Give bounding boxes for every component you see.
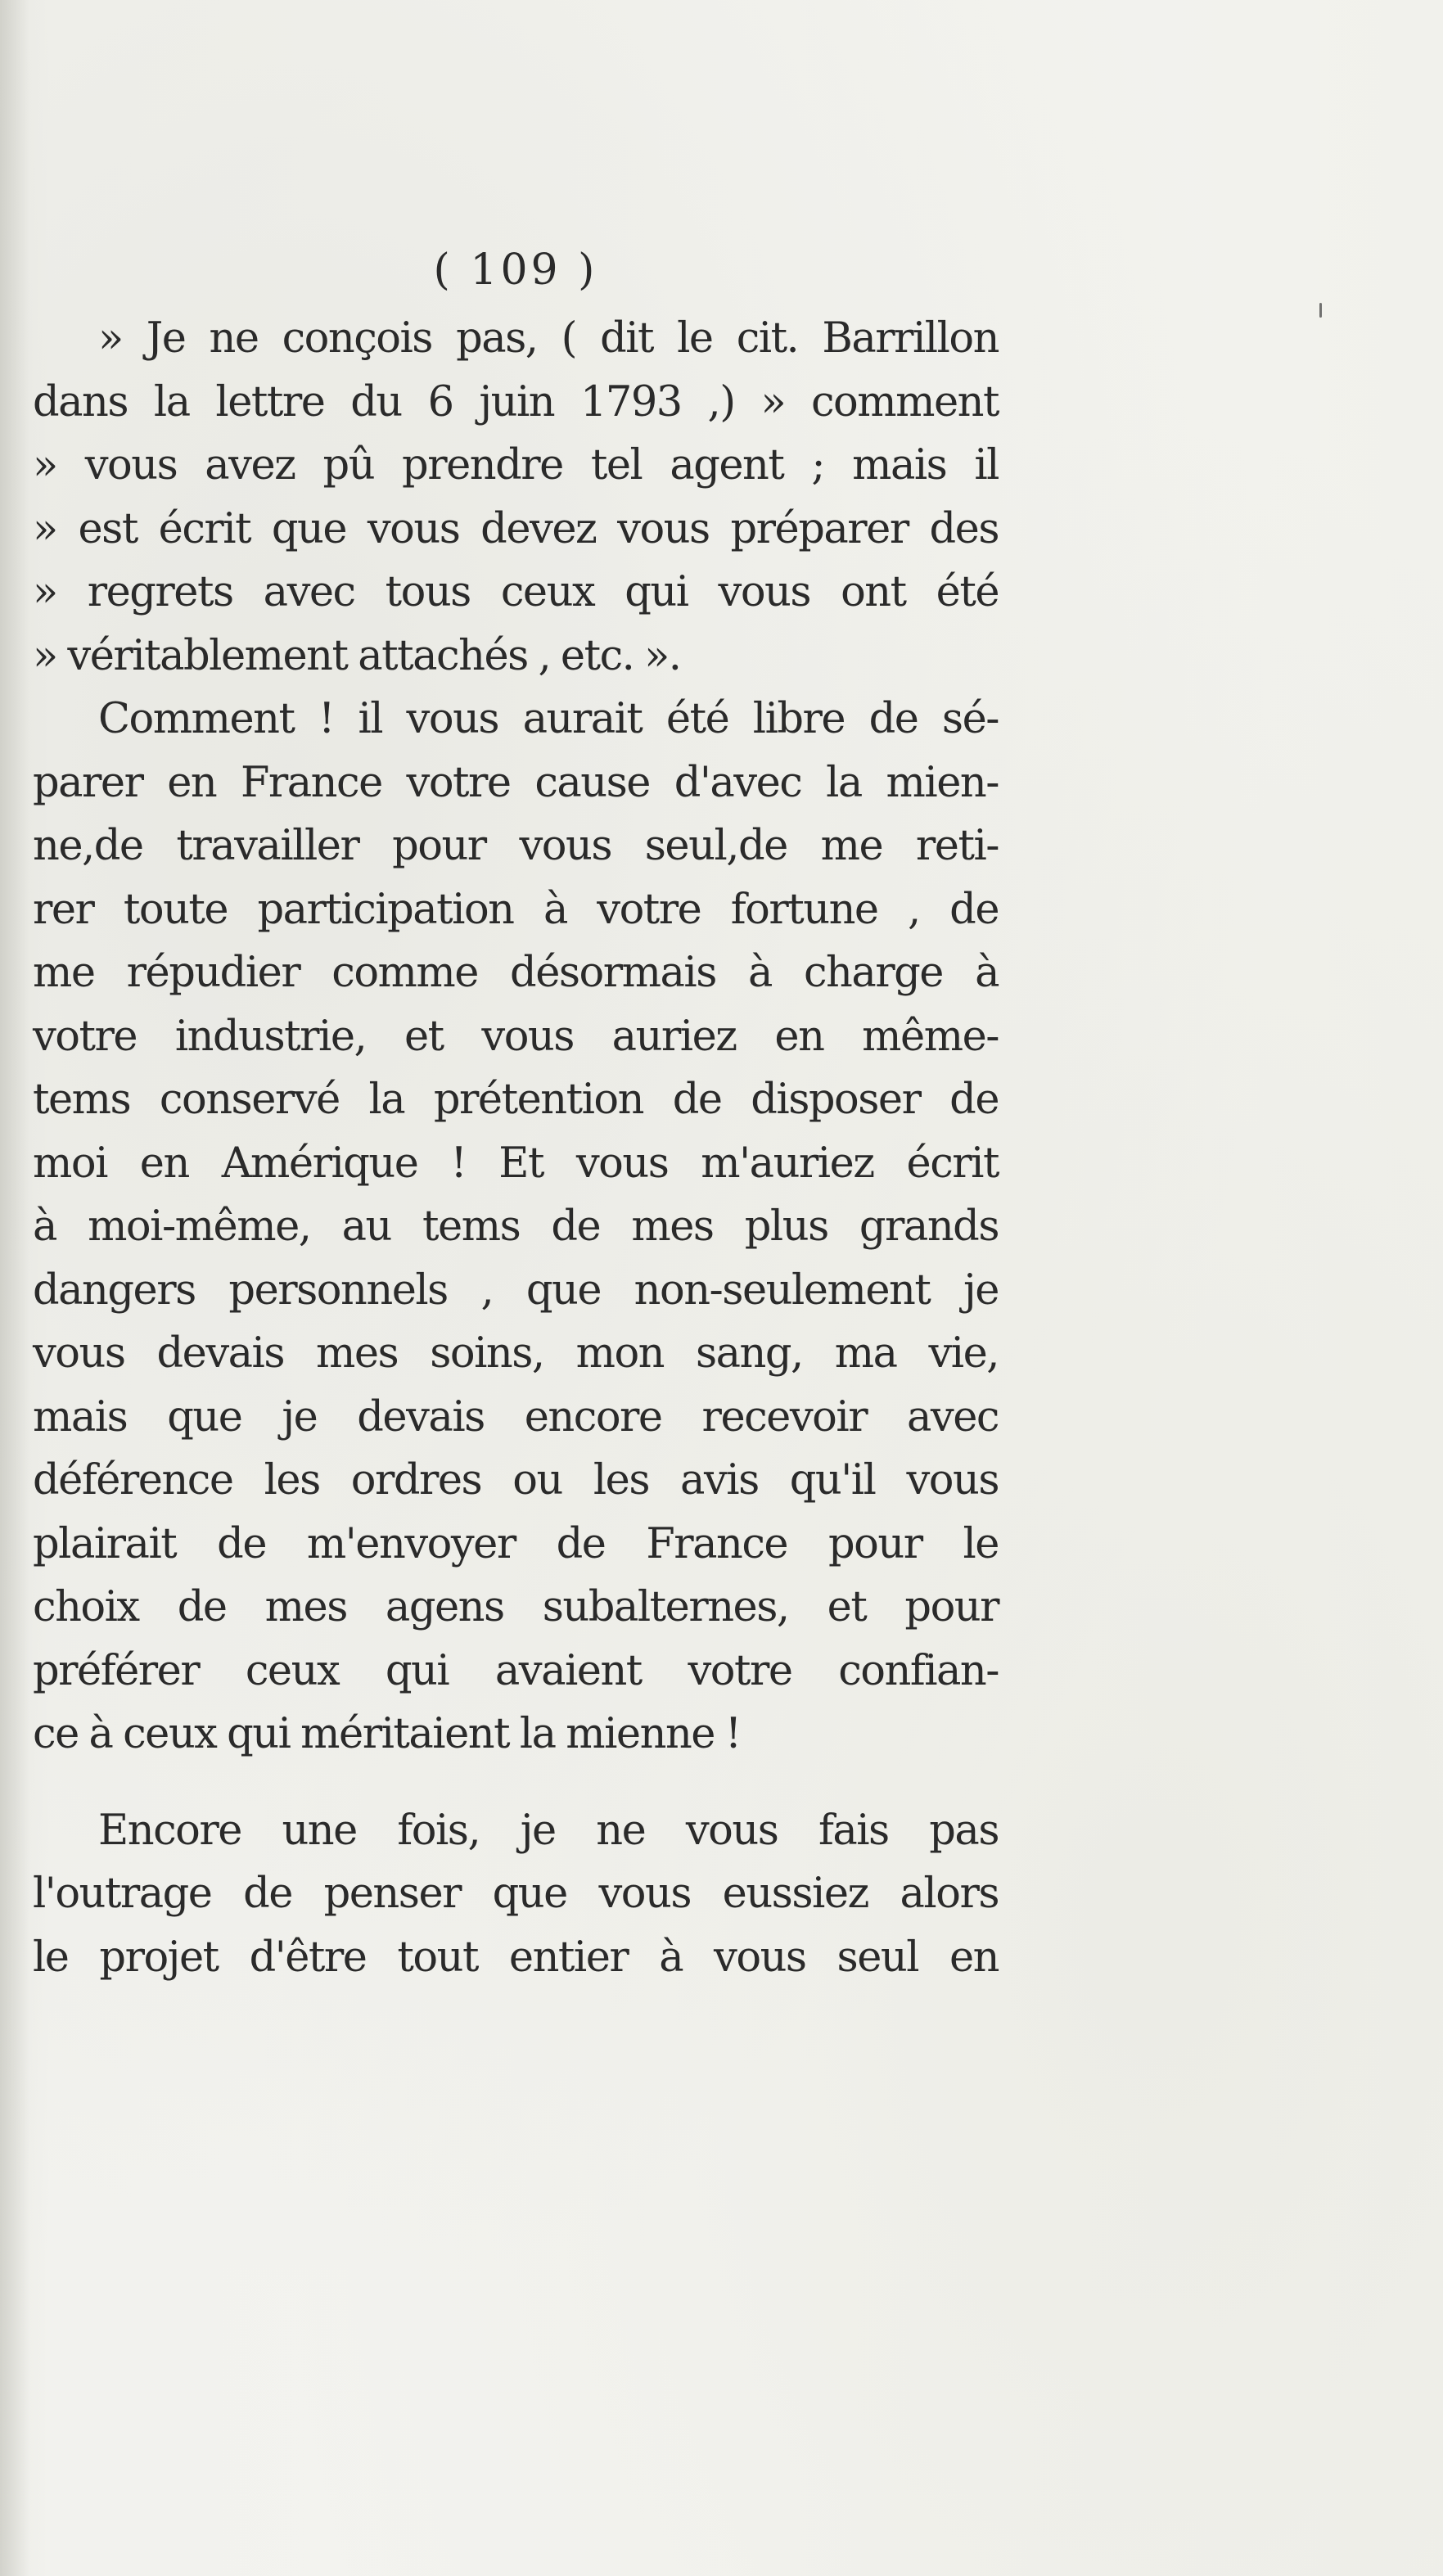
paragraph-quote	[33, 307, 999, 688]
text-line: mais que je devais encore recevoir avec	[33, 1392, 999, 1441]
text-line: moi en Amérique ! Et vous m'auriez écrit	[33, 1139, 999, 1188]
text-line: me répudier comme désormais à charge à	[33, 949, 999, 997]
text-line: rer toute participation à votre fortune , de	[33, 885, 999, 934]
text-line: Comment ! il vous aurait été libre de sé-	[98, 695, 999, 743]
gutter-shadow	[0, 0, 29, 2576]
text-line: déférence les ordres ou les avis qu'il vous	[33, 1456, 999, 1505]
text-line: dangers personnels , que non-seulement je	[33, 1265, 999, 1315]
paragraph-closing	[33, 1799, 999, 1990]
text-line: ce à ceux qui méritaient la mienne !	[33, 1710, 741, 1758]
ink-speck	[1319, 303, 1322, 318]
text-line: » Je ne conçois pas, ( dit le cit. Barrillon	[98, 314, 999, 363]
text-line: » regrets avec tous ceux qui vous ont été	[33, 568, 999, 616]
text-line: ne,de travailler pour vous seul,de me reti-	[33, 822, 999, 870]
text-line: Encore une fois, je ne vous fais pas	[98, 1806, 999, 1855]
text-line: parer en France votre cause d'avec la mien-	[33, 758, 999, 807]
page-number: ( 109 )	[433, 246, 598, 295]
text-line: plairait de m'envoyer de France pour le	[33, 1519, 999, 1568]
text-line: votre industrie, et vous auriez en même-	[33, 1012, 999, 1061]
paragraph-gap	[33, 1766, 999, 1799]
text-line: » véritablement attachés , etc. ».	[33, 631, 681, 680]
text-line: le projet d'être tout entier à vous seul en	[33, 1933, 999, 1982]
text-line: vous devais mes soins, mon sang, ma vie,	[33, 1329, 999, 1378]
text-line: dans la lettre du 6 juin 1793 ,) » comment	[33, 377, 999, 426]
text-line: à moi-même, au tems de mes plus grands	[33, 1202, 999, 1251]
text-block	[33, 233, 999, 1989]
text-line: l'outrage de penser que vous eussiez alors	[33, 1870, 999, 1918]
text-line: choix de mes agens subalternes, et pour	[33, 1583, 999, 1631]
text-line: » est écrit que vous devez vous préparer des	[33, 504, 999, 553]
text-line: » vous avez pû prendre tel agent ; mais il	[33, 441, 999, 489]
paragraph-comment	[33, 688, 999, 1766]
text-line: préférer ceux qui avaient votre confian-	[33, 1646, 999, 1695]
text-line: tems conservé la prétention de disposer de	[33, 1076, 999, 1124]
